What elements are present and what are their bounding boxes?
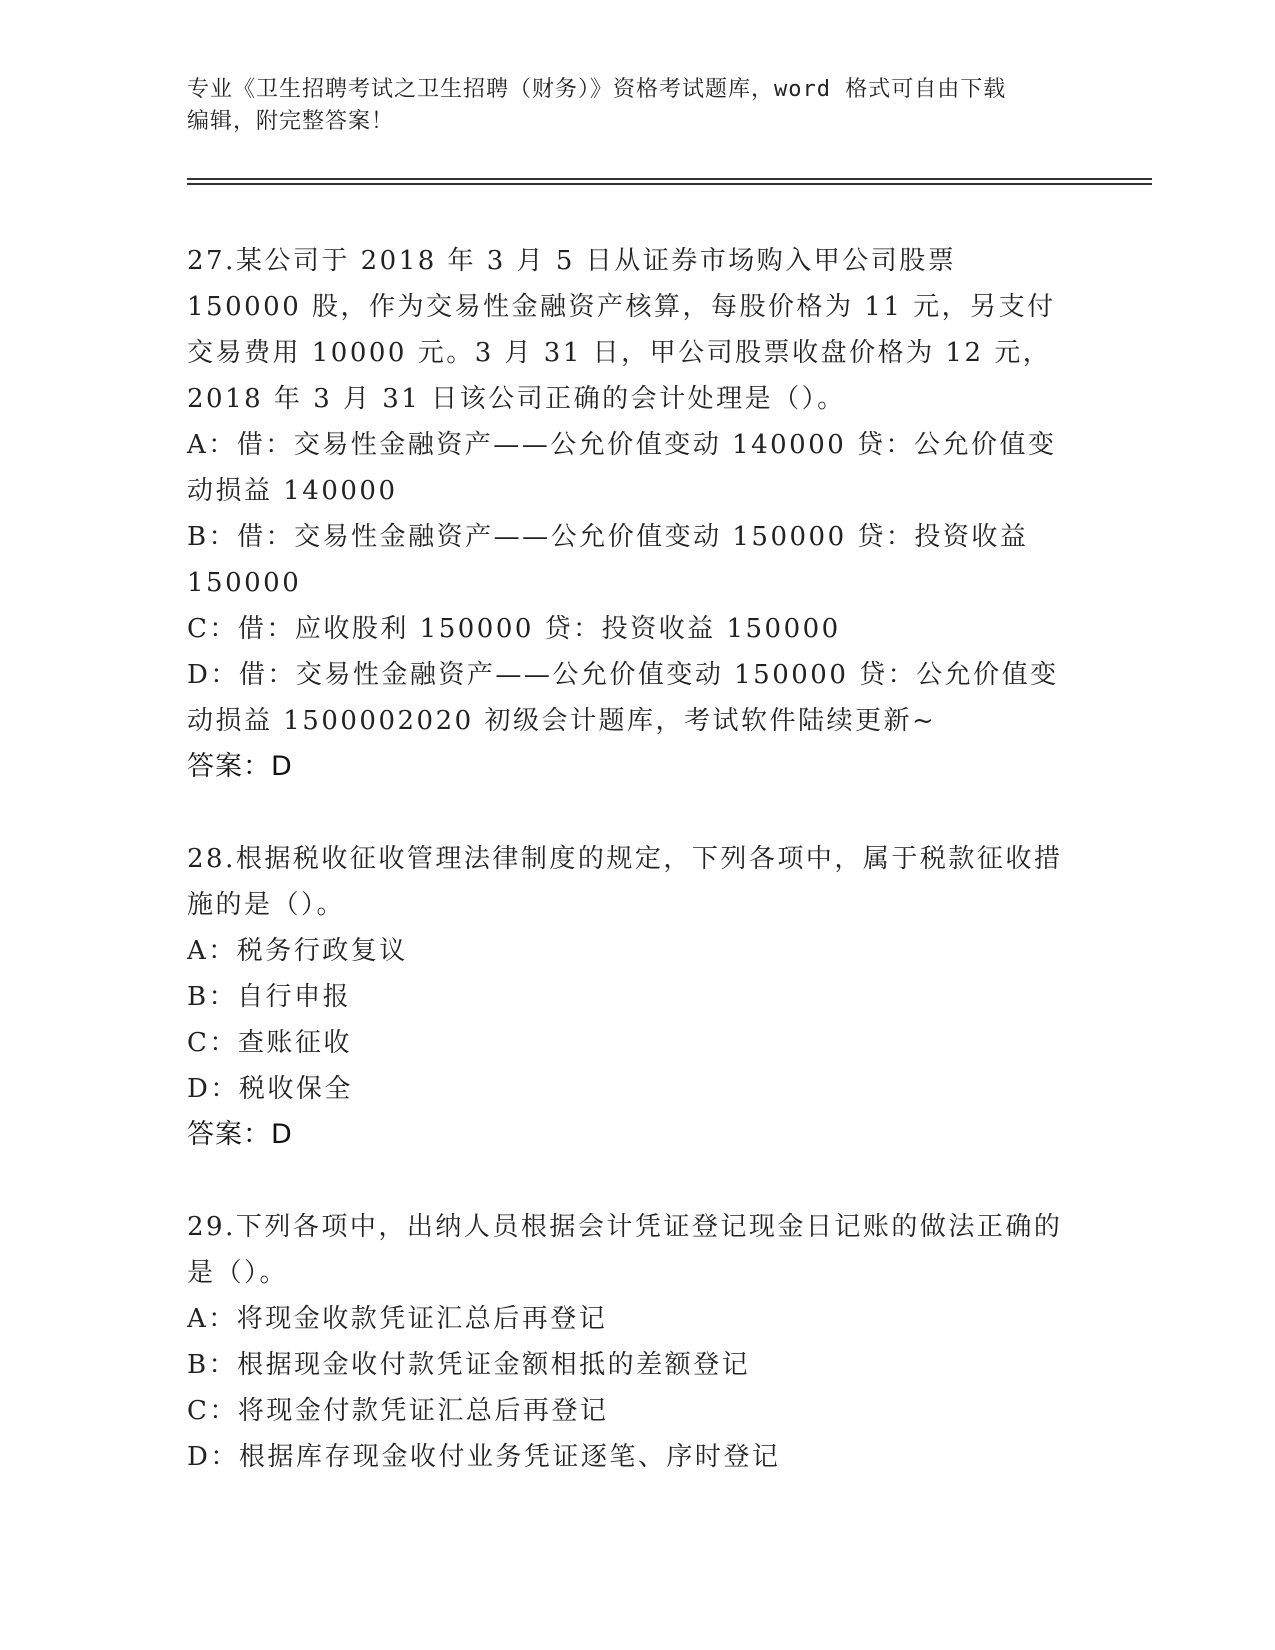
option-a: A：将现金收款凭证汇总后再登记 xyxy=(187,1304,608,1334)
question-list xyxy=(187,238,1077,1526)
option-b: B：自行申报 xyxy=(187,982,352,1012)
option-c: C：将现金付款凭证汇总后再登记 xyxy=(187,1396,609,1426)
header-line-2: 编辑，附完整答案！ xyxy=(187,109,395,134)
option-c: C：查账征收 xyxy=(187,1028,352,1058)
option-a: A：税务行政复议 xyxy=(187,936,408,966)
option-d: D：税收保全 xyxy=(187,1074,353,1104)
question-text: 27.某公司于 2018 年 3 月 5 日从证券市场购入甲公司股票 150000 股，作为交易性金融资产核算，每股价格为 11 元，另支付交易费用 10000 元。3 月 31 日，甲公司股票收盘价格为 12 元，2018 年 3 月 31 日该公司正确的会计处理是（）。 xyxy=(187,246,1056,414)
option-b: B：借：交易性金融资产——公允价值变动 150000 贷：投资收益 150000 xyxy=(187,522,1029,598)
option-b: B：根据现金收付款凭证金额相抵的差额登记 xyxy=(187,1350,751,1380)
question-28 xyxy=(187,836,1077,1158)
question-27 xyxy=(187,238,1077,790)
header-line-1: 专业《卫生招聘考试之卫生招聘（财务）》资格考试题库，word 格式可自由下载 xyxy=(187,77,1007,102)
question-29 xyxy=(187,1204,1077,1480)
document-header xyxy=(187,74,1067,138)
header-divider-top xyxy=(187,178,1152,180)
option-d: D：根据库存现金收付业务凭证逐笔、序时登记 xyxy=(187,1442,781,1472)
option-c: C：借：应收股利 150000 贷：投资收益 150000 xyxy=(187,614,841,644)
question-text: 29.下列各项中，出纳人员根据会计凭证登记现金日记账的做法正确的是（）。 xyxy=(187,1212,1063,1288)
header-divider-bottom xyxy=(187,183,1152,185)
option-d: D：借：交易性金融资产——公允价值变动 150000 贷：公允价值变动损益 1500002020 初级会计题库，考试软件陆续更新~ xyxy=(187,660,1059,736)
question-text: 28.根据税收征收管理法律制度的规定，下列各项中，属于税款征收措施的是（）。 xyxy=(187,844,1063,920)
answer-text: 答案：D xyxy=(187,751,293,782)
option-a: A：借：交易性金融资产——公允价值变动 140000 贷：公允价值变动损益 140000 xyxy=(187,430,1057,506)
answer-text: 答案：D xyxy=(187,1119,293,1150)
